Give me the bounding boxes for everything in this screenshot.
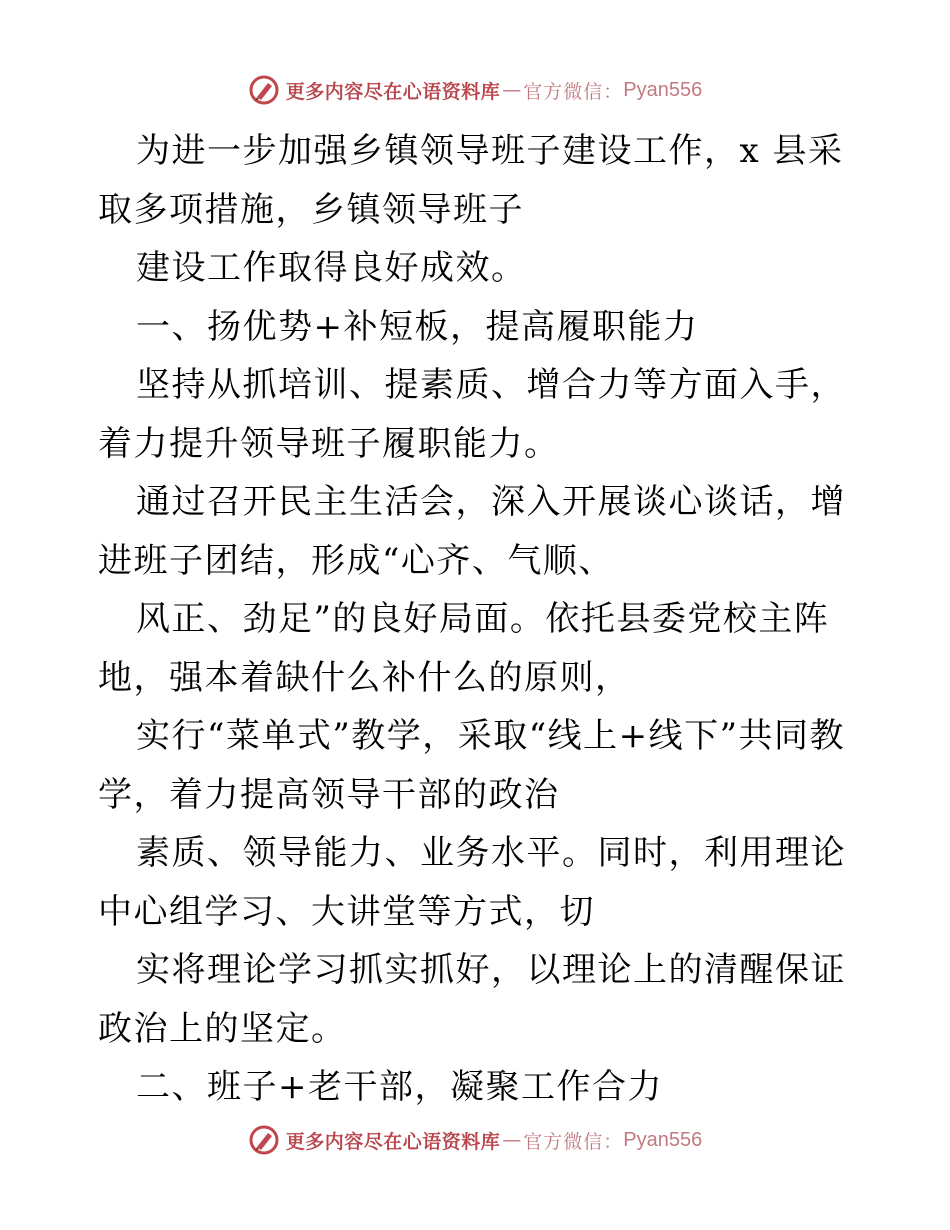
- paragraph: 通过召开民主生活会，深入开展谈心谈话，增进班子团结，形成“心齐、气顺、: [98, 482, 846, 581]
- section-heading: 一、扬优势+补短板，提高履职能力: [136, 306, 699, 347]
- pen-logo-icon: [248, 74, 280, 106]
- banner-wechat-id: Pyan556: [623, 1128, 703, 1151]
- banner-dash: —: [502, 79, 522, 101]
- banner-wechat-label: 官方微信：: [523, 80, 624, 103]
- document-body: [98, 122, 858, 1117]
- section-heading: 二、班子+老干部，凝聚工作合力: [136, 1067, 663, 1107]
- footer-banner: [0, 1120, 950, 1160]
- pen-logo-icon: [248, 1124, 280, 1156]
- header-banner: [0, 70, 950, 110]
- banner-wechat-id: Pyan556: [623, 78, 703, 101]
- banner-main-text: 更多内容尽在心语资料库: [285, 1130, 501, 1153]
- paragraph: 实将理论学习抓实抓好，以理论上的清醒保证政治上的坚定。: [98, 950, 846, 1049]
- paragraph: 为进一步加强乡镇领导班子建设工作，x 县采取多项措施，乡镇领导班子: [98, 131, 844, 230]
- paragraph: 坚持从抓培训、提素质、增合力等方面入手，着力提升领导班子履职能力。: [98, 365, 846, 464]
- banner-dash: —: [502, 1129, 522, 1151]
- paragraph: 风正、劲足”的良好局面。依托县委党校主阵地，强本着缺什么补什么的原则，: [98, 599, 830, 698]
- banner-wechat-label: 官方微信：: [523, 1130, 624, 1153]
- paragraph: 实行“菜单式”教学，采取“线上+线下”共同教学，着力提高领导干部的政治: [98, 716, 846, 815]
- banner-main-text: 更多内容尽在心语资料库: [285, 80, 501, 103]
- paragraph: 素质、领导能力、业务水平。同时，利用理论中心组学习、大讲堂等方式，切: [98, 833, 846, 932]
- paragraph: 建设工作取得良好成效。: [136, 248, 527, 288]
